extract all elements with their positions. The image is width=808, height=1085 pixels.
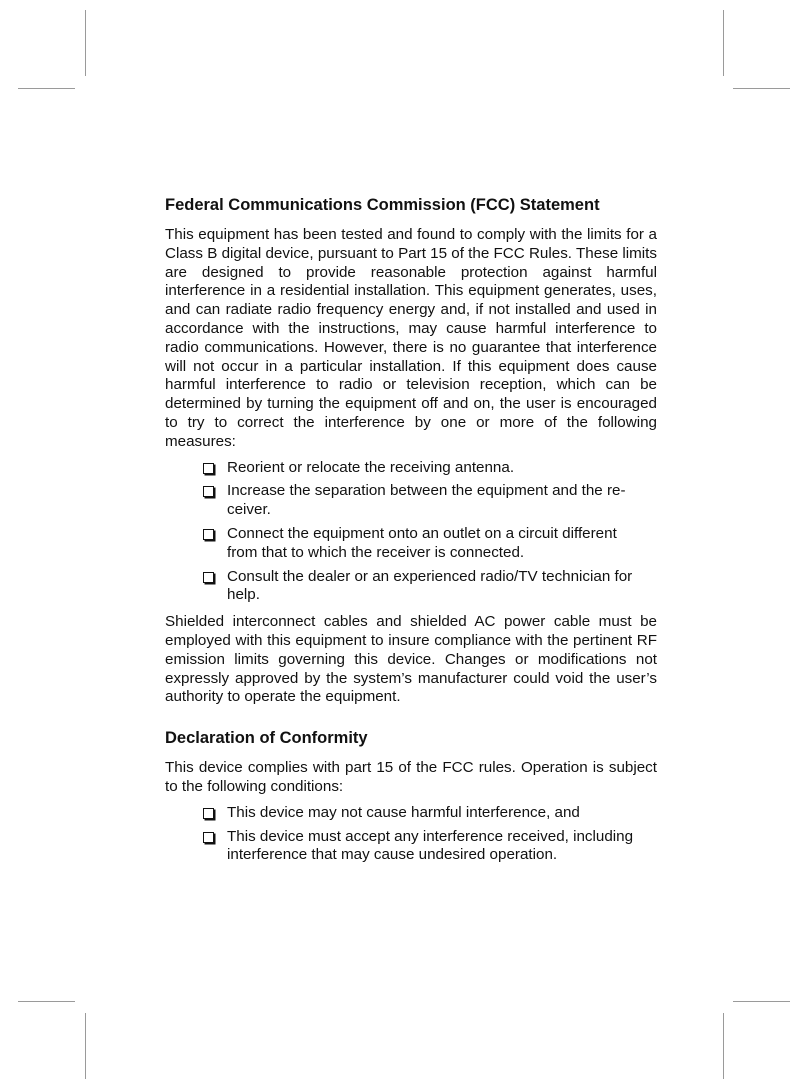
list-item	[227, 525, 657, 563]
list-item-text: Reorient or relocate the receiving antenna.	[227, 458, 515, 476]
fcc-closing-paragraph: Shielded interconnect cables and shielded AC power cable must be employed with this equipment to insure compliance with the pertinent RF emission limits governing this device. Changes or modifications not expressly approved by the system’s manufacturer could void the user’s authority to operate the equipment.	[165, 613, 657, 706]
list-item	[227, 828, 657, 866]
list-item	[227, 459, 657, 478]
checkbox-bullet-icon	[203, 463, 214, 474]
conformity-heading: Declaration of Conformity	[165, 729, 368, 748]
checkbox-bullet-icon	[203, 486, 214, 497]
fcc-measures-list	[165, 459, 657, 606]
list-item	[227, 804, 657, 823]
checkbox-bullet-icon	[203, 808, 214, 819]
crop-mark-top-right-horizontal	[733, 88, 790, 89]
fcc-statement-heading: Federal Communications Commission (FCC) Statement	[165, 196, 600, 214]
list-item-text: Connect the equipment onto an outlet on a circuit different from that to which the receiver is connected.	[227, 524, 617, 561]
crop-mark-top-left-horizontal	[18, 88, 75, 89]
list-item-text: Consult the dealer or an experienced radio/TV technician for help.	[227, 567, 633, 604]
list-item	[227, 568, 657, 606]
checkbox-bullet-icon	[203, 832, 214, 843]
crop-mark-bottom-left-vertical	[85, 1013, 86, 1079]
document-body	[165, 194, 657, 873]
crop-mark-top-left-vertical	[85, 10, 86, 76]
crop-mark-top-right-vertical	[723, 10, 724, 76]
conformity-conditions-list	[165, 804, 657, 865]
crop-mark-bottom-left-horizontal	[18, 1001, 75, 1002]
list-item	[227, 482, 657, 520]
conformity-intro-paragraph: This device complies with part 15 of the FCC rules. Operation is subject to the following conditions:	[165, 759, 657, 795]
checkbox-bullet-icon	[203, 572, 214, 583]
list-item-text: This device may not cause harmful interference, and	[227, 803, 580, 821]
list-item-text: Increase the separation between the equipment and the receiver.	[227, 482, 626, 519]
fcc-statement-section	[165, 194, 657, 707]
checkbox-bullet-icon	[203, 529, 214, 540]
fcc-intro-paragraph: This equipment has been tested and found to comply with the limits for a Class B digital device, pursuant to Part 15 of the FCC Rules. These limits are designed to provide reasonable protection against harmful interference in a residential installation. This equipment generates, uses, and can radiate radio frequency energy and, if not installed and used in accordance with the instructions, may cause harmful interference to radio communications. However, there is no guarantee that interference will not occur in a particular installation. If this equipment does cause harmful interference to radio or television reception, which can be determined by turning the equipment off and on, the user is encouraged to try to correct the interference by one or more of the following measures:	[165, 226, 657, 450]
crop-mark-bottom-right-vertical	[723, 1013, 724, 1079]
declaration-of-conformity-section	[165, 727, 657, 865]
list-item-text: This device must accept any interference received, including interference that may cause undesired operation.	[227, 827, 634, 864]
crop-mark-bottom-right-horizontal	[733, 1001, 790, 1002]
